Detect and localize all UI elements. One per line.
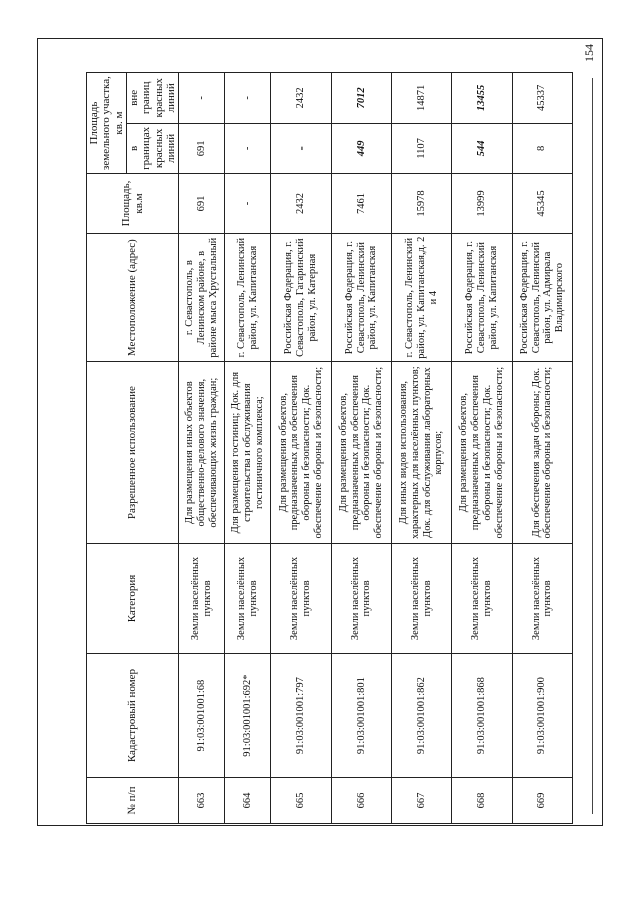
- cell-area: -: [225, 174, 271, 234]
- cell-outside: -: [225, 73, 271, 124]
- header-outside: вне границ красных линий: [126, 73, 178, 124]
- header-area: Площадь, кв.м: [87, 174, 179, 234]
- table-row: [271, 73, 331, 824]
- cell-area: 45345: [512, 174, 572, 234]
- cell-category: Земли населённых пунктов: [179, 543, 225, 653]
- cell-location: Российская Федерация, г. Севастополь, Ленинский район, ул. Капитанская: [331, 233, 391, 362]
- cell-category: Земли населённых пунктов: [392, 543, 452, 653]
- table-row: [452, 73, 512, 824]
- table-row: [392, 73, 452, 824]
- cell-outside: 13455: [452, 73, 512, 124]
- page-number: 154: [582, 44, 596, 62]
- cell-area: 13999: [452, 174, 512, 234]
- cell-outside: -: [179, 73, 225, 124]
- cell-within: 544: [452, 123, 512, 174]
- cell-category: Земли населённых пунктов: [512, 543, 572, 653]
- page-rule: [592, 78, 593, 814]
- cell-outside: 7012: [331, 73, 391, 124]
- cell-outside: 2432: [271, 73, 331, 124]
- cell-usage: Для размещения иных объектов общественно-делового значения, обеспечивающих жизнь граждан;: [179, 362, 225, 543]
- cell-usage: Для размещения гостиниц; Док. для строительства и обслуживания гостиничного комплекса;: [225, 362, 271, 543]
- land-plots-table-container: [86, 72, 573, 824]
- cell-category: Земли населённых пунктов: [271, 543, 331, 653]
- cell-within: 1107: [392, 123, 452, 174]
- cell-cadastral: 91:03:001001:68: [179, 654, 225, 778]
- cell-num: 664: [225, 778, 271, 824]
- header-cadastral: Кадастровый номер: [87, 654, 179, 778]
- table-row: [225, 73, 271, 824]
- cell-area: 691: [179, 174, 225, 234]
- cell-within: 8: [512, 123, 572, 174]
- cell-location: г. Севастополь, Ленинский район, ул. Капитанская: [225, 233, 271, 362]
- cell-area: 7461: [331, 174, 391, 234]
- cell-usage: Для иных видов использования, характерных для населённых пунктов; Док. для обслуживания лабораторных корпусов;: [392, 362, 452, 543]
- cell-within: -: [225, 123, 271, 174]
- table-row: [331, 73, 391, 824]
- cell-outside: 45337: [512, 73, 572, 124]
- cell-num: 669: [512, 778, 572, 824]
- cell-within: -: [271, 123, 331, 174]
- cell-category: Земли населённых пунктов: [225, 543, 271, 653]
- cell-location: г. Севастополь, в Ленинском районе, в районе мыса Хрустальный: [179, 233, 225, 362]
- cell-num: 663: [179, 778, 225, 824]
- cell-cadastral: 91:03:001001:801: [331, 654, 391, 778]
- cell-area: 15978: [392, 174, 452, 234]
- cell-location: Российская Федерация, г. Севастополь, Ленинский район, ул. Капитанская: [452, 233, 512, 362]
- cell-cadastral: 91:03:001001:862: [392, 654, 452, 778]
- cell-category: Земли населённых пунктов: [331, 543, 391, 653]
- cell-usage: Для размещения объектов, предназначенных для обеспечения обороны и безопасности; Док. обеспечение обороны и безопасности;: [452, 362, 512, 543]
- cell-num: 665: [271, 778, 331, 824]
- cell-location: Российская Федерация, г. Севастополь, Ленинский район, ул. Адмирала Владимирского: [512, 233, 572, 362]
- cell-location: г. Севастополь, Ленинский район, ул. Капитанская,д. 2 и 4: [392, 233, 452, 362]
- cell-usage: Для размещения объектов, предназначенных для обеспечения обороны и безопасности; Док. обеспечение обороны и безопасности;: [271, 362, 331, 543]
- cell-within: 691: [179, 123, 225, 174]
- cell-usage: Для обеспечения задач обороны; Док. обеспечение обороны и безопасности;: [512, 362, 572, 543]
- header-num: № п/п: [87, 778, 179, 824]
- header-category: Категория: [87, 543, 179, 653]
- cell-category: Земли населённых пунктов: [452, 543, 512, 653]
- cell-cadastral: 91:03:001001:900: [512, 654, 572, 778]
- cell-within: 449: [331, 123, 391, 174]
- cell-num: 668: [452, 778, 512, 824]
- header-within: в границах красных линий: [126, 123, 178, 174]
- cell-outside: 14871: [392, 73, 452, 124]
- cell-cadastral: 91:03:001001:868: [452, 654, 512, 778]
- table-row: [179, 73, 225, 824]
- land-plots-table: [86, 72, 573, 824]
- header-land-area: Площадь земельного участка, кв. м: [87, 73, 127, 174]
- cell-usage: Для размещения объектов, предназначенных для обеспечения обороны и безопасности; Док. обеспечение обороны и безопасности;: [331, 362, 391, 543]
- cell-location: Российская Федерация, г. Севастополь, Гагаринский район, ул. Катерная: [271, 233, 331, 362]
- table-row: [512, 73, 572, 824]
- cell-cadastral: 91:03:001001:797: [271, 654, 331, 778]
- cell-num: 667: [392, 778, 452, 824]
- cell-area: 2432: [271, 174, 331, 234]
- header-location: Местоположение (адрес): [87, 233, 179, 362]
- header-usage: Разрешенное использование: [87, 362, 179, 543]
- cell-num: 666: [331, 778, 391, 824]
- cell-cadastral: 91:03:001001:692*: [225, 654, 271, 778]
